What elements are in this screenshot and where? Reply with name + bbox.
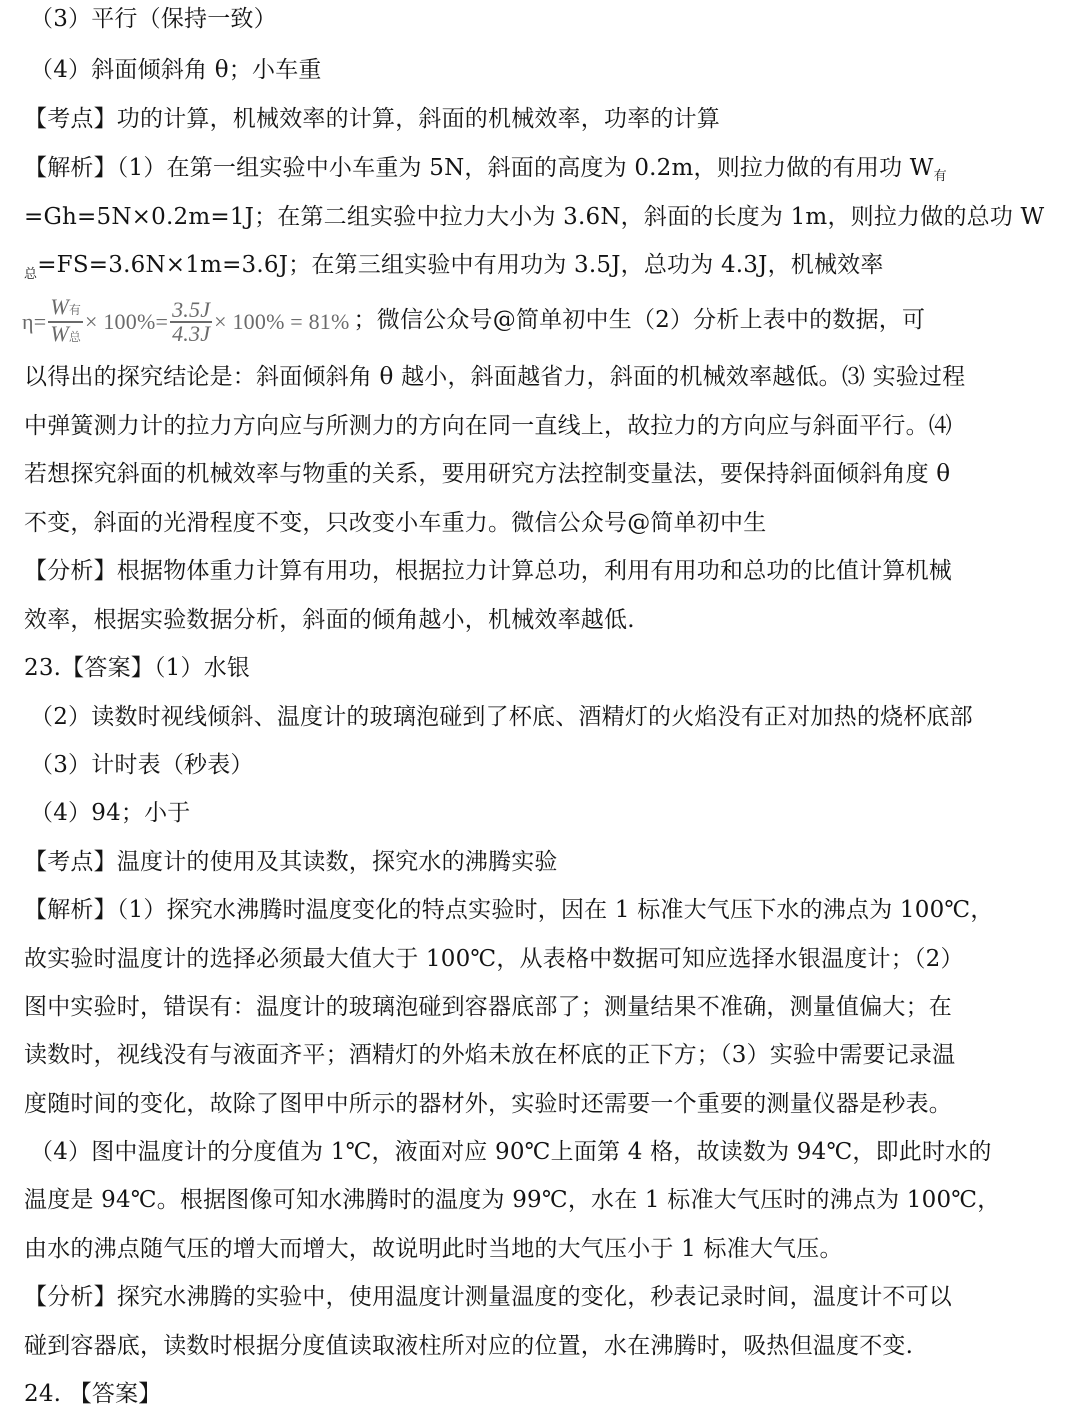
q23-jiexi-5: 度随时间的变化，故除了图甲中所示的器材外，实验时还需要一个重要的测量仪器是秒表。 (24, 1091, 952, 1117)
formula-line (22, 292, 1062, 352)
jiexi-line-7: 若想探究斜面的机械效率与物重的关系，要用研究方法控制变量法，要保持斜面倾斜角度 θ (24, 461, 951, 487)
formula-eta: η= (22, 308, 47, 334)
q24-answer-heading: 24. 【答案】 (24, 1381, 162, 1407)
answer-line-4: （4）斜面倾斜角 θ；小车重 (30, 57, 322, 83)
q23-jiexi-6: （4）图中温度计的分度值为 1℃，液面对应 90℃上面第 4 格，故读数为 94℃，即此时水的 (30, 1139, 992, 1165)
jiexi-line-1 (24, 153, 1064, 187)
jiexi-text-3: =FS=3.6N×1m=3.6J；在第三组实验中有用功为 3.5J，总功为 4.3J，机械效率 (37, 252, 884, 278)
fenxi-line-2: 效率，根据实验数据分析，斜面的倾角越小，机械效率越低. (24, 607, 635, 633)
q23-jiexi-2: 故实验时温度计的选择必须最大值大于 100℃，从表格中数据可知应选择水银温度计；（2） (24, 946, 964, 972)
fenxi-line-1: 【分析】根据物体重力计算有用功，根据拉力计算总功，利用有用功和总功的比值计算机械 (24, 558, 952, 584)
jiexi-line-3 (24, 250, 1064, 284)
jiexi-line-8: 不变，斜面的光滑程度不变，只改变小车重力。微信公众号@简单初中生 (24, 510, 767, 536)
formula-times1: × 100%= (85, 308, 169, 334)
formula-num1-sub: 有 (68, 302, 82, 317)
subscript-you: 有 (933, 169, 947, 184)
q23-answer-heading: 23.【答案】（1）水银 (24, 655, 251, 681)
formula-num1: W (50, 293, 69, 319)
formula-trailing-text: ；微信公众号@简单初中生（2）分析上表中的数据，可 (353, 307, 926, 333)
formula-fraction-num (170, 296, 212, 346)
formula-den1: W (50, 320, 69, 346)
jiexi-line-5: 以得出的探究结论是：斜面倾斜角 θ 越小，斜面越省力，斜面的机械效率越低。⑶ 实验过程 (24, 364, 966, 390)
answer-line-3: （3）平行（保持一致） (30, 6, 277, 32)
q23-jiexi-3: 图中实验时，错误有：温度计的玻璃泡碰到容器底部了；测量结果不准确，测量值偏大；在 (24, 994, 952, 1020)
efficiency-formula (22, 292, 350, 350)
formula-fraction-w (48, 293, 83, 348)
formula-times2: × 100% = 81% (214, 308, 350, 334)
formula-den1-sub: 总 (68, 329, 82, 344)
formula-num2: 3.5J (172, 296, 211, 322)
q23-answer-3: （3）计时表（秒表） (30, 752, 254, 778)
jiexi-line-6: 中弹簧测力计的拉力方向应与所测力的方向在同一直线上，故拉力的方向应与斜面平行。⑷ (24, 413, 952, 439)
q23-jiexi-7: 温度是 94℃。根据图像可知水沸腾时的温度为 99℃，水在 1 标准大气压时的沸点为 100℃， (24, 1187, 1001, 1213)
q23-jiexi-4: 读数时，视线没有与液面齐平；酒精灯的外焰未放在杯底的正下方；（3）实验中需要记录温 (24, 1042, 956, 1068)
subscript-zong: 总 (24, 267, 38, 282)
q23-jiexi-1: 【解析】（1）探究水沸腾时温度变化的特点实验时，因在 1 标准大气压下水的沸点为 100℃， (24, 897, 994, 923)
jiexi-line-2: =Gh=5N×0.2m=1J；在第二组实验中拉力大小为 3.6N，斜面的长度为 1m，则拉力做的总功 W (24, 204, 1045, 230)
kaodian-line: 【考点】功的计算，机械效率的计算，斜面的机械效率，功率的计算 (24, 106, 720, 132)
formula-den2: 4.3J (172, 320, 211, 346)
q23-answer-2: （2）读数时视线倾斜、温度计的玻璃泡碰到了杯底、酒精灯的火焰没有正对加热的烧杯底部 (30, 704, 973, 730)
q23-jiexi-8: 由水的沸点随气压的增大而增大，故说明此时当地的大气压小于 1 标准大气压。 (24, 1236, 843, 1262)
q23-fenxi-2: 碰到容器底，读数时根据分度值读取液柱所对应的位置，水在沸腾时，吸热但温度不变. (24, 1333, 914, 1359)
q23-answer-4: （4）94；小于 (30, 800, 191, 826)
q23-kaodian: 【考点】温度计的使用及其读数，探究水的沸腾实验 (24, 849, 558, 875)
q23-fenxi-1: 【分析】探究水沸腾的实验中，使用温度计测量温度的变化，秒表记录时间，温度计不可以 (24, 1284, 952, 1310)
jiexi-text-1: 【解析】（1）在第一组实验中小车重为 5N，斜面的高度为 0.2m，则拉力做的有用功 W (24, 155, 934, 181)
